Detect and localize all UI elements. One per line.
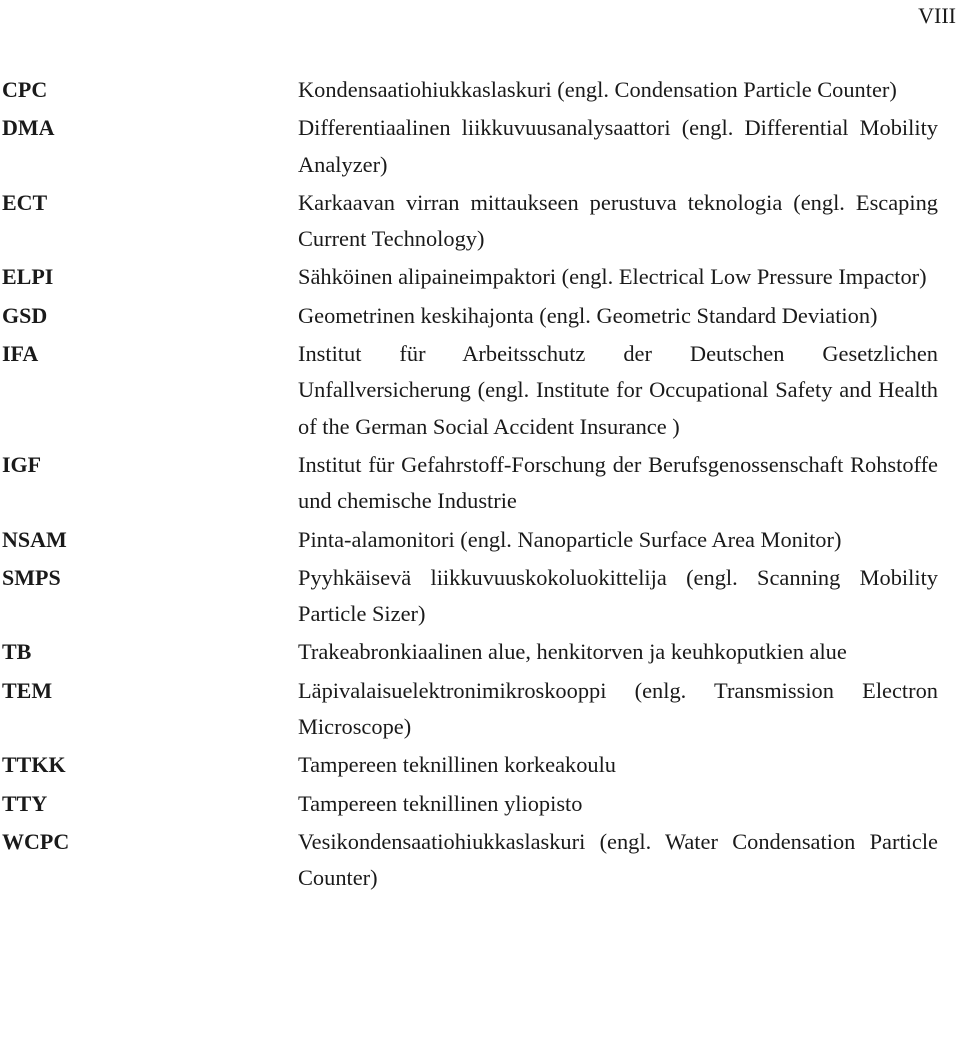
- abbreviation-row: [0, 747, 938, 783]
- abbreviation-definition: Geometrinen keskihajonta (engl. Geometric Standard Deviation): [298, 302, 878, 328]
- abbreviation-row: [0, 447, 938, 520]
- abbreviation-term: DMA: [2, 115, 55, 141]
- abbreviation-term: WCPC: [2, 828, 70, 854]
- abbreviation-definition: Läpivalaisuelektronimikroskooppi (enlg. Transmission Electron Microscope): [298, 677, 938, 740]
- abbreviation-term: ELPI: [2, 264, 54, 290]
- abbreviation-term: TEM: [2, 677, 53, 703]
- abbreviation-row: [0, 673, 938, 746]
- abbreviation-term: ECT: [2, 189, 48, 215]
- abbreviation-row: [0, 634, 938, 670]
- abbreviation-row: [0, 786, 938, 822]
- abbreviation-term: GSD: [2, 302, 48, 328]
- abbreviation-definition: Trakeabronkiaalinen alue, henkitorven ja keuhkoputkien alue: [298, 639, 847, 665]
- abbreviation-term: TB: [2, 639, 32, 665]
- abbreviation-definition: Vesikondensaatiohiukkaslaskuri (engl. Water Condensation Particle Counter): [298, 828, 938, 891]
- abbreviation-definition: Pinta-alamonitori (engl. Nanoparticle Surface Area Monitor): [298, 526, 842, 552]
- abbreviation-row: [0, 560, 938, 633]
- abbreviation-definition: Tampereen teknillinen yliopisto: [298, 790, 583, 816]
- abbreviation-term: CPC: [2, 77, 48, 102]
- abbreviation-term: NSAM: [2, 526, 67, 552]
- abbreviation-definition: Karkaavan virran mittaukseen perustuva teknologia (engl. Escaping Current Technology): [298, 189, 938, 252]
- abbreviation-term: TTY: [2, 790, 48, 816]
- abbreviation-term: SMPS: [2, 564, 61, 590]
- abbreviation-term: TTKK: [2, 752, 66, 778]
- abbreviation-term: IGF: [2, 451, 42, 477]
- abbreviation-row: [0, 336, 938, 445]
- abbreviation-list: [0, 72, 938, 899]
- page-number: VIII: [918, 3, 956, 28]
- abbreviation-definition: Institut für Gefahrstoff-Forschung der Berufsgenossenschaft Rohstoffe und chemische Industrie: [298, 451, 938, 514]
- abbreviation-row: [0, 824, 938, 897]
- abbreviation-definition: Tampereen teknillinen korkeakoulu: [298, 752, 617, 778]
- abbreviation-row: [0, 185, 938, 258]
- abbreviation-definition: Institut für Arbeitsschutz der Deutschen Gesetzlichen Unfallversicherung (engl. Institute for Occupational Safety and Health of the German Social Accident Insurance ): [298, 341, 938, 439]
- abbreviation-term: IFA: [2, 341, 39, 367]
- abbreviation-row: [0, 298, 938, 334]
- abbreviation-row: [0, 72, 938, 108]
- abbreviation-row: [0, 110, 938, 183]
- abbreviation-row: [0, 259, 938, 295]
- abbreviation-definition: Differentiaalinen liikkuvuusanalysaattori (engl. Differential Mobility Analyzer): [298, 115, 938, 177]
- abbreviation-definition: Kondensaatiohiukkaslaskuri (engl. Condensation Particle Counter): [298, 77, 897, 102]
- abbreviation-row: [0, 522, 938, 558]
- abbreviation-definition: Pyyhkäisevä liikkuvuuskokoluokittelija (engl. Scanning Mobility Particle Sizer): [298, 564, 938, 627]
- abbreviation-definition: Sähköinen alipaineimpaktori (engl. Electrical Low Pressure Impactor): [298, 264, 927, 290]
